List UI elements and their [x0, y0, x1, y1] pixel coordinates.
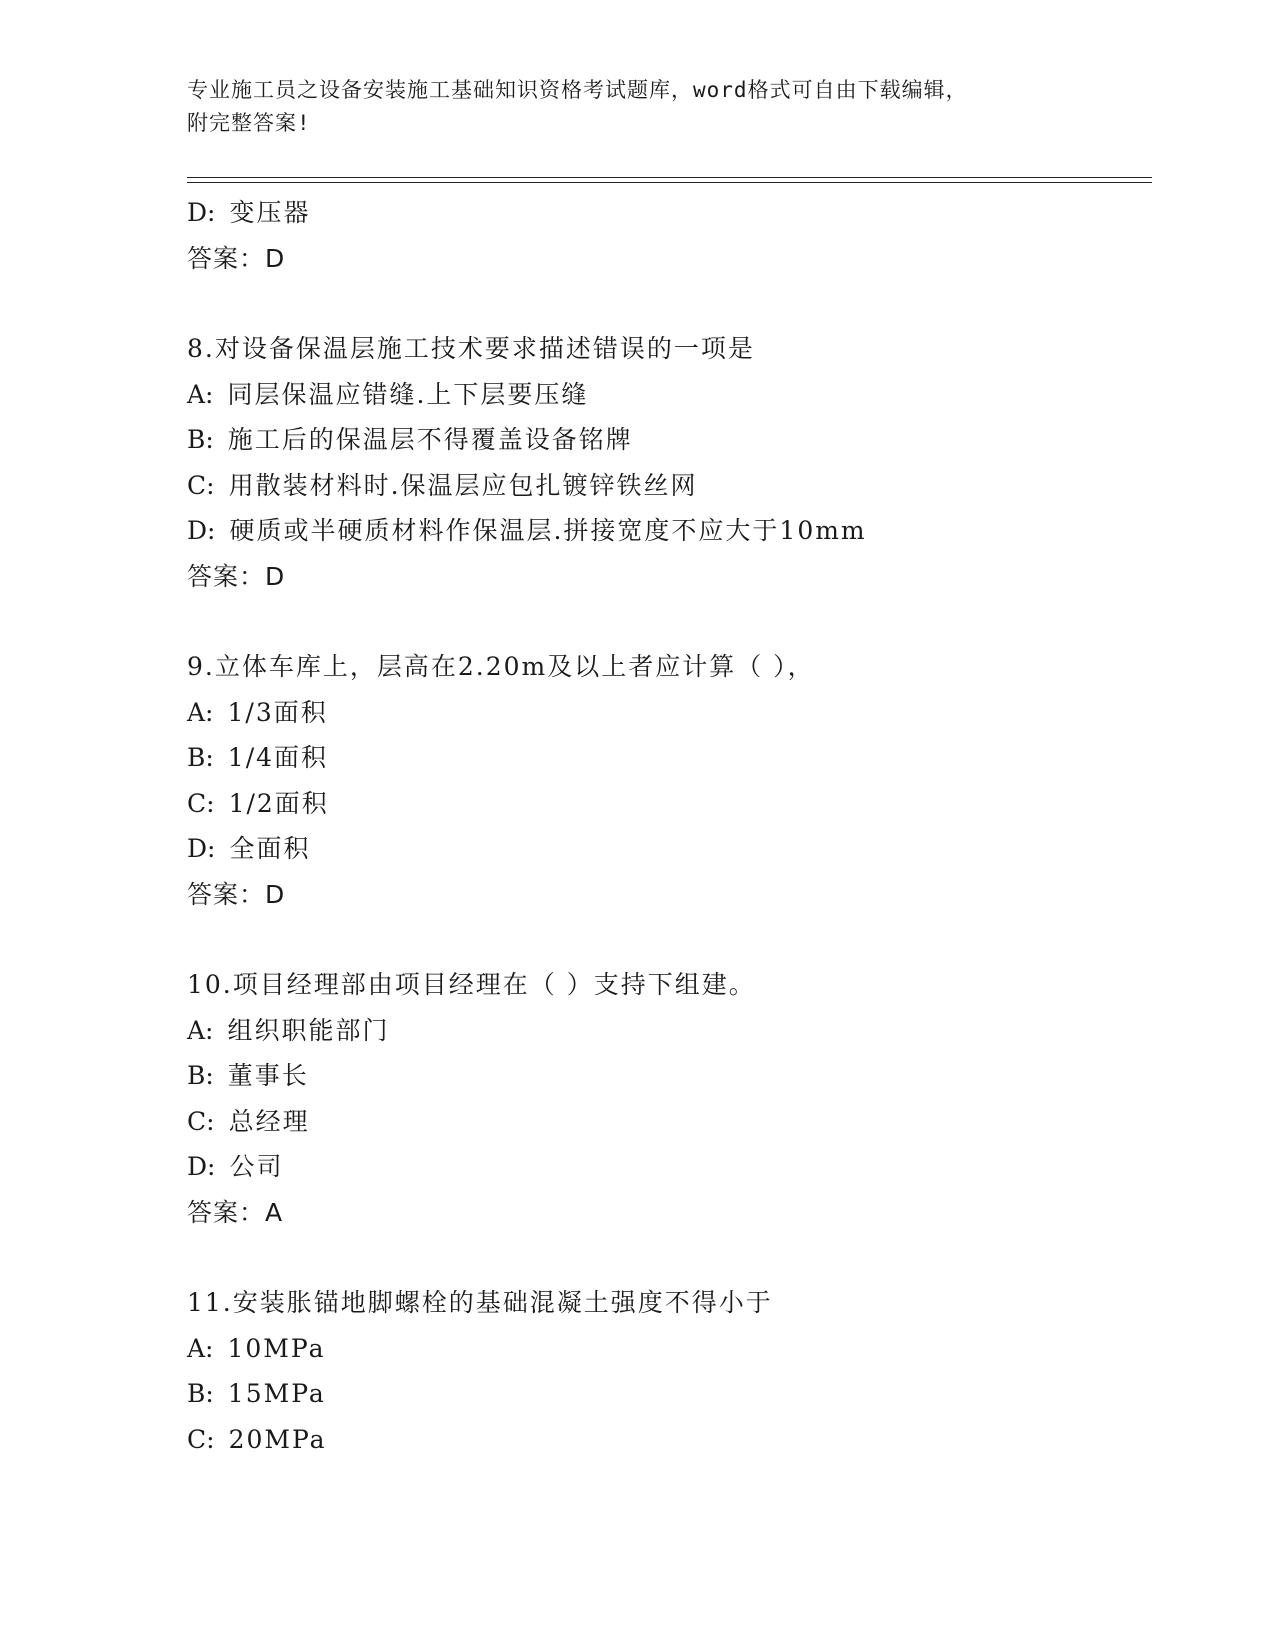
option-text: 20MPa [228, 1424, 327, 1454]
option-letter: C: [187, 1106, 215, 1136]
header-title-line-2: 附完整答案! [187, 111, 311, 135]
option-item [187, 508, 1147, 554]
option-text: 全面积 [229, 834, 311, 863]
option-letter: C: [187, 470, 215, 500]
question-block [187, 962, 1147, 1235]
question-list [187, 190, 1147, 1462]
option-letter: D: [187, 516, 216, 545]
option-item [187, 1326, 1147, 1372]
option-text: 10MPa [227, 1333, 326, 1363]
block-spacer [187, 1235, 1147, 1280]
option-letter: A: [187, 1333, 214, 1363]
header-title-line-1: 专业施工员之设备安装施工基础知识资格考试题库，word格式可自由下载编辑， [187, 78, 968, 102]
option-text: 15MPa [227, 1379, 326, 1408]
question-block [187, 1280, 1147, 1462]
option-item [187, 1417, 1147, 1463]
option-item [187, 190, 1147, 236]
option-item [187, 826, 1147, 872]
answer-text: 答案：D [187, 561, 286, 591]
option-letter: B: [187, 1061, 214, 1090]
option-text: 1/4面积 [227, 743, 329, 772]
question-block [187, 190, 1147, 281]
option-text: 1/2面积 [228, 788, 329, 818]
answer-text: 答案：D [187, 243, 286, 273]
question-text: 8.对设备保温层施工技术要求描述错误的一项是 [187, 334, 755, 363]
option-item [187, 417, 1147, 463]
question-block [187, 644, 1147, 917]
option-letter: C: [187, 788, 215, 818]
option-item [187, 372, 1147, 418]
option-letter: A: [187, 379, 214, 409]
option-text: 公司 [229, 1152, 284, 1181]
option-letter: B: [187, 743, 214, 772]
question-text: 10.项目经理部由项目经理在（ ）支持下组建。 [187, 970, 756, 999]
block-spacer [187, 917, 1147, 962]
option-item [187, 1008, 1147, 1054]
option-text: 变压器 [229, 198, 311, 227]
option-text: 硬质或半硬质材料作保温层.拼接宽度不应大于10mm [229, 516, 867, 545]
option-item [187, 1371, 1147, 1417]
option-text: 用散装材料时.保温层应包扎镀锌铁丝网 [228, 470, 698, 500]
option-item [187, 1053, 1147, 1099]
option-item [187, 781, 1147, 827]
question-text: 9.立体车库上，层高在2.20m及以上者应计算（ ）， [187, 652, 815, 681]
answer-text: 答案：D [187, 879, 286, 909]
option-letter: A: [187, 1015, 214, 1045]
option-letter: D: [187, 834, 216, 863]
option-letter: C: [187, 1424, 215, 1454]
question-block [187, 326, 1147, 599]
option-letter: D: [187, 198, 216, 227]
option-item [187, 690, 1147, 736]
option-item [187, 1144, 1147, 1190]
answer-text: 答案：A [187, 1197, 284, 1227]
header-divider-bottom [187, 182, 1152, 183]
option-text: 董事长 [227, 1061, 309, 1090]
option-letter: D: [187, 1152, 216, 1181]
option-letter: B: [187, 425, 214, 454]
option-text: 施工后的保温层不得覆盖设备铭牌 [227, 425, 633, 454]
option-item [187, 1099, 1147, 1145]
option-text: 组织职能部门 [227, 1015, 390, 1045]
question-text: 11.安装胀锚地脚螺栓的基础混凝土强度不得小于 [187, 1288, 773, 1317]
option-letter: B: [187, 1379, 214, 1408]
option-item [187, 463, 1147, 509]
option-text: 总经理 [228, 1106, 310, 1136]
document-header [187, 74, 1087, 140]
option-letter: A: [187, 697, 214, 727]
option-text: 同层保温应错缝.上下层要压缝 [227, 379, 589, 409]
option-item [187, 735, 1147, 781]
header-divider-top [187, 177, 1152, 178]
block-spacer [187, 599, 1147, 644]
block-spacer [187, 281, 1147, 326]
option-text: 1/3面积 [227, 697, 328, 727]
